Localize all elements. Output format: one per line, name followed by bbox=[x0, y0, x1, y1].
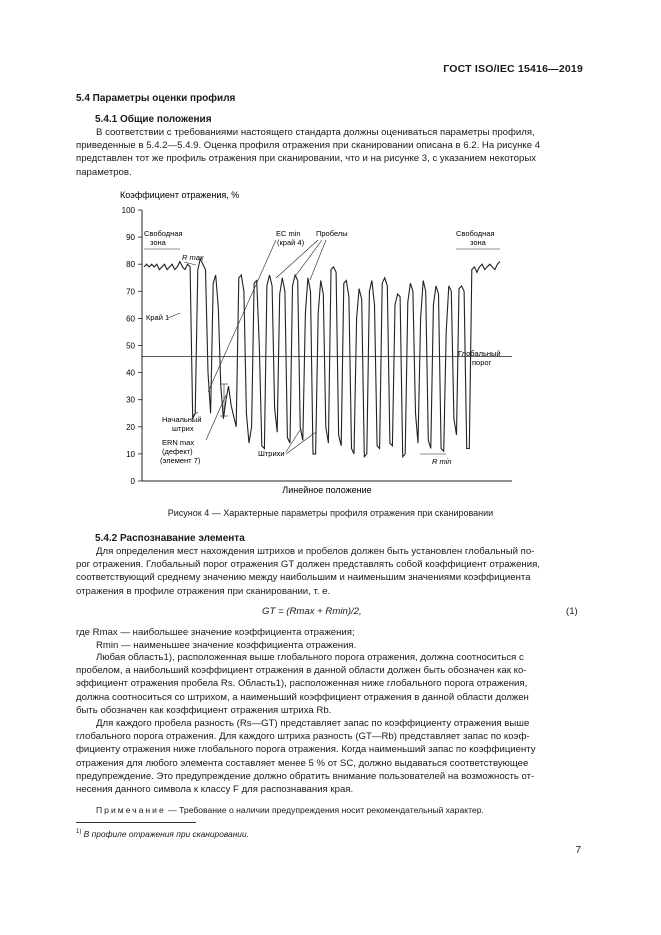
text-line: приведенные в 5.4.2—5.4.9. Оценка профиля отражения при сканировании описана в 6.2. На рисунке 4 bbox=[76, 140, 541, 152]
ern-max-label: (элемент 7) bbox=[160, 456, 201, 465]
text-line: эффициент отражения пробела Rs. Область1), расположенная ниже глобального порога отражения, bbox=[76, 678, 528, 690]
y-tick-label: 70 bbox=[126, 287, 135, 297]
free-zone-right-label: зона bbox=[470, 238, 486, 247]
y-tick-label: 10 bbox=[126, 449, 135, 459]
y-tick-label: 50 bbox=[126, 341, 135, 351]
text-line: представлен тот же профиль отражения при сканировании, что и на рисунке 3, с указанием некоторых bbox=[76, 153, 537, 165]
y-tick-label: 0 bbox=[130, 477, 135, 486]
y-tick-label: 90 bbox=[126, 233, 135, 243]
ern-max-label: ERN max bbox=[162, 438, 195, 447]
spaces-label: Пробелы bbox=[316, 229, 348, 238]
text-line: рог отражения. Глобальный порог отражения GT должен представлять собой коэффициент отражения, bbox=[76, 559, 540, 571]
start-bar-label: Начальный bbox=[162, 415, 202, 424]
formula-number: (1) bbox=[566, 606, 578, 617]
global-threshold-label: порог bbox=[472, 358, 492, 367]
text-line: соответствующий среднему значению между наибольшим и наименьшим значениями коэффициента bbox=[76, 572, 531, 584]
text-line: Для определения мест нахождения штрихов и пробелов должен быть установлен глобальный по- bbox=[96, 546, 535, 557]
where-rmax: где Rmax — наибольшее значение коэффициента отражения; bbox=[76, 627, 355, 638]
free-zone-left-label: зона bbox=[150, 238, 166, 247]
text-line: должна соотноситься со штрихом, а наименьший коэффициент отражения в данной области должен bbox=[76, 691, 529, 703]
section-5-4-2-title: 5.4.2 Распознавание элемента bbox=[95, 533, 245, 544]
ern-max-label: (дефект) bbox=[162, 447, 193, 456]
y-tick-label: 20 bbox=[126, 422, 135, 432]
text-line: Любая область1), расположенная выше глобального порога отражения, должна соотноситься с bbox=[96, 652, 524, 663]
paragraph-margins bbox=[76, 717, 586, 796]
edge1-label: Край 1 bbox=[146, 313, 170, 322]
free-zone-left-label: Свободная bbox=[144, 229, 183, 238]
formula: GT = (Rmax + Rmin)/2, bbox=[262, 606, 362, 617]
text-line: предупреждение. Это предупреждение должно обратить внимание пользователей на возможность от- bbox=[76, 770, 535, 782]
spaces-pointer bbox=[310, 240, 326, 280]
footnote-text: В профиле отражения при сканировании. bbox=[83, 829, 249, 839]
section-5-4-1-title: 5.4.1 Общие положения bbox=[95, 114, 212, 125]
where-rmin: Rmin — наименьшее значение коэффициента отражения. bbox=[96, 640, 357, 651]
rmax-pointer bbox=[184, 262, 196, 265]
text-line: отражения для любого элемента составляет менее 5 % от SC, должно выдаваться соответствующее bbox=[76, 757, 529, 769]
footnote-divider bbox=[76, 822, 196, 823]
paragraph-regions bbox=[76, 651, 586, 717]
y-tick-label: 30 bbox=[126, 395, 135, 405]
x-axis-label: Линейное положение bbox=[282, 485, 372, 495]
rmax-label: R max bbox=[182, 253, 204, 262]
rmin-label: R min bbox=[432, 457, 452, 466]
free-zone-right-label: Свободная bbox=[456, 229, 495, 238]
text-line: В соответствии с требованиями настоящего стандарта должны оцениваться параметры профиля, bbox=[96, 127, 535, 138]
ec-min-label: EC min bbox=[276, 229, 301, 238]
text-line: глобального порога отражения. Для каждого штриха разность (GT—Rb) представляет запас по коэф- bbox=[76, 731, 530, 743]
note bbox=[96, 805, 484, 815]
y-tick-label: 60 bbox=[126, 314, 135, 324]
bars-label: Штрихи bbox=[258, 449, 285, 458]
page-number: 7 bbox=[575, 845, 581, 856]
text-line: быть обозначен как коэффициент отражения штриха Rb. bbox=[76, 704, 332, 716]
figure-caption: Рисунок 4 — Характерные параметры профиля отражения при сканировании bbox=[167, 508, 494, 518]
text-line: параметров. bbox=[76, 166, 132, 178]
note-label: Примечание bbox=[96, 805, 166, 815]
page-header: ГОСТ ISO/IEC 15416—2019 bbox=[443, 63, 583, 75]
global-threshold-label: Глобальный bbox=[458, 349, 501, 358]
y-tick-label: 100 bbox=[121, 206, 135, 215]
y-tick-label: 40 bbox=[126, 368, 135, 378]
edge1-pointer bbox=[168, 313, 180, 318]
text-line: фициенту отражения ниже глобального порога отражения. Когда наименьший запас по коэффициенту bbox=[76, 744, 536, 756]
profile-series-line bbox=[144, 259, 500, 457]
y-tick-label: 80 bbox=[126, 260, 135, 270]
note-text: — Требование о наличии предупреждения носит рекомендательный характер. bbox=[168, 805, 484, 815]
ec-min-label: (край 4) bbox=[277, 238, 305, 247]
text-line: пробелом, а наибольший коэффициент отражения в данной области должен быть обозначен как ко- bbox=[76, 665, 527, 677]
paragraph-global-threshold bbox=[76, 545, 586, 598]
start-bar-label: штрих bbox=[172, 424, 194, 433]
text-line: Для каждого пробела разность (Rs—GT) представляет запас по коэффициенту отражения выше bbox=[96, 718, 530, 729]
section-5-4-title: 5.4 Параметры оценки профиля bbox=[76, 93, 236, 104]
text-line: несения данного символа к классу F для распознавания края. bbox=[76, 784, 354, 796]
y-axis-label: Коэффициент отражения, % bbox=[120, 190, 240, 200]
text-line: отражения в профиле отражения при сканировании, т. е. bbox=[76, 585, 331, 597]
footnote bbox=[76, 829, 249, 839]
footnote-mark: 1) bbox=[76, 829, 82, 836]
